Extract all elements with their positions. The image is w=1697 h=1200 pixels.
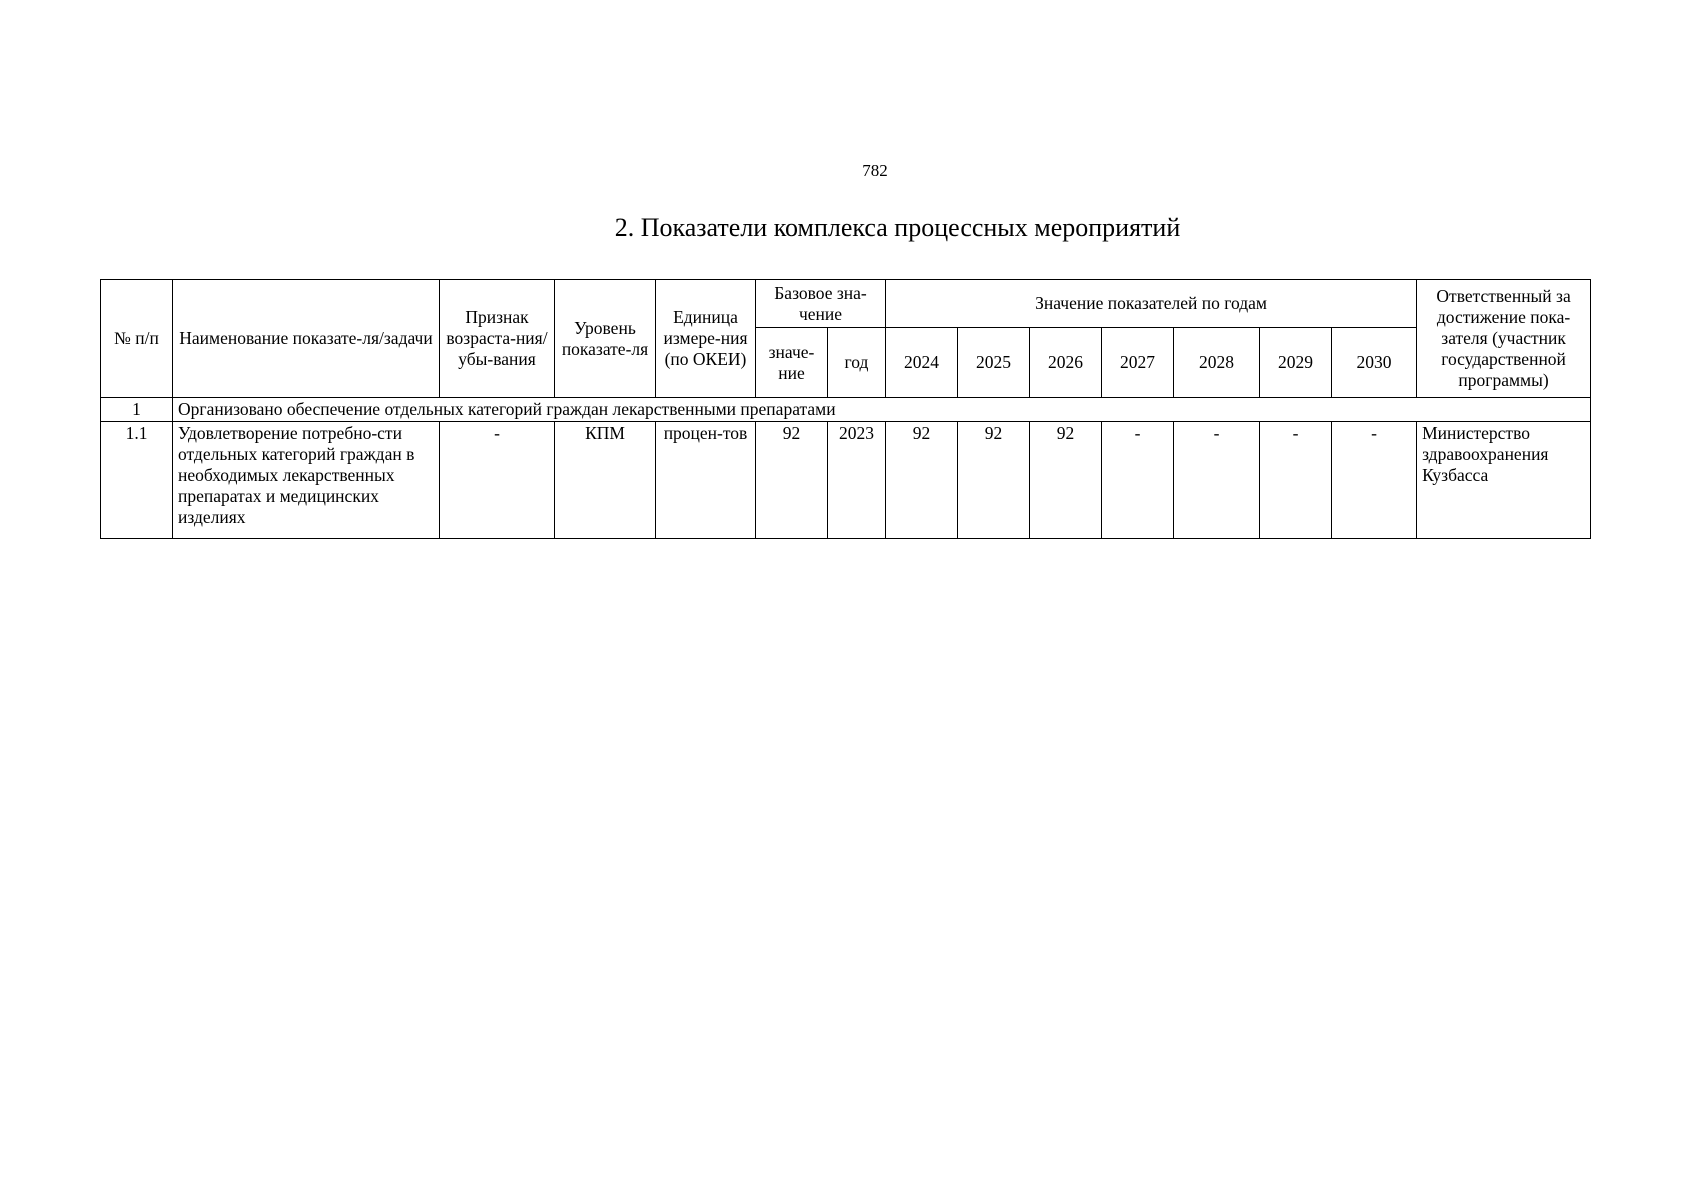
row-level: КПМ xyxy=(555,422,656,539)
header-year-2025: 2025 xyxy=(958,328,1030,398)
header-year-2029: 2029 xyxy=(1260,328,1332,398)
row-year-2029: - xyxy=(1260,422,1332,539)
row-unit: процен-тов xyxy=(656,422,756,539)
row-num: 1.1 xyxy=(101,422,173,539)
group-title: Организовано обеспечение отдельных категорий граждан лекарственными препаратами xyxy=(173,398,1591,422)
header-sign: Признак возраста-ния/ убы-вания xyxy=(440,280,555,398)
header-unit: Единица измере-ния (по ОКЕИ) xyxy=(656,280,756,398)
row-base-value: 92 xyxy=(756,422,828,539)
header-num: № п/п xyxy=(101,280,173,398)
indicators-table xyxy=(100,279,1591,539)
table-row xyxy=(101,422,1591,539)
section-title: 2. Показатели комплекса процессных мероприятий xyxy=(614,213,1181,242)
header-years-group: Значение показателей по годам xyxy=(886,280,1417,328)
table-group-row xyxy=(101,398,1591,422)
header-year-2028: 2028 xyxy=(1174,328,1260,398)
row-year-2028: - xyxy=(1174,422,1260,539)
header-year-2024: 2024 xyxy=(886,328,958,398)
header-base: Базовое зна-чение xyxy=(756,280,886,328)
header-base-value: значе-ние xyxy=(756,328,828,398)
group-num: 1 xyxy=(101,398,173,422)
row-year-2026: 92 xyxy=(1030,422,1102,539)
page-number: 782 xyxy=(862,161,888,180)
row-sign: - xyxy=(440,422,555,539)
header-level: Уровень показате-ля xyxy=(555,280,656,398)
header-year-2027: 2027 xyxy=(1102,328,1174,398)
row-year-2024: 92 xyxy=(886,422,958,539)
header-base-year: год xyxy=(828,328,886,398)
row-name: Удовлетворение потребно-сти отдельных категорий граждан в необходимых лекарственных препаратах и медицинских изделиях xyxy=(173,422,440,539)
header-year-2026: 2026 xyxy=(1030,328,1102,398)
row-year-2030: - xyxy=(1332,422,1417,539)
row-responsible: Министерство здравоохранения Кузбасса xyxy=(1417,422,1591,539)
row-year-2025: 92 xyxy=(958,422,1030,539)
header-year-2030: 2030 xyxy=(1332,328,1417,398)
header-responsible: Ответственный за достижение пока-зателя (участник государственной программы) xyxy=(1417,280,1591,398)
header-name: Наименование показате-ля/задачи xyxy=(173,280,440,398)
row-base-year: 2023 xyxy=(828,422,886,539)
row-year-2027: - xyxy=(1102,422,1174,539)
